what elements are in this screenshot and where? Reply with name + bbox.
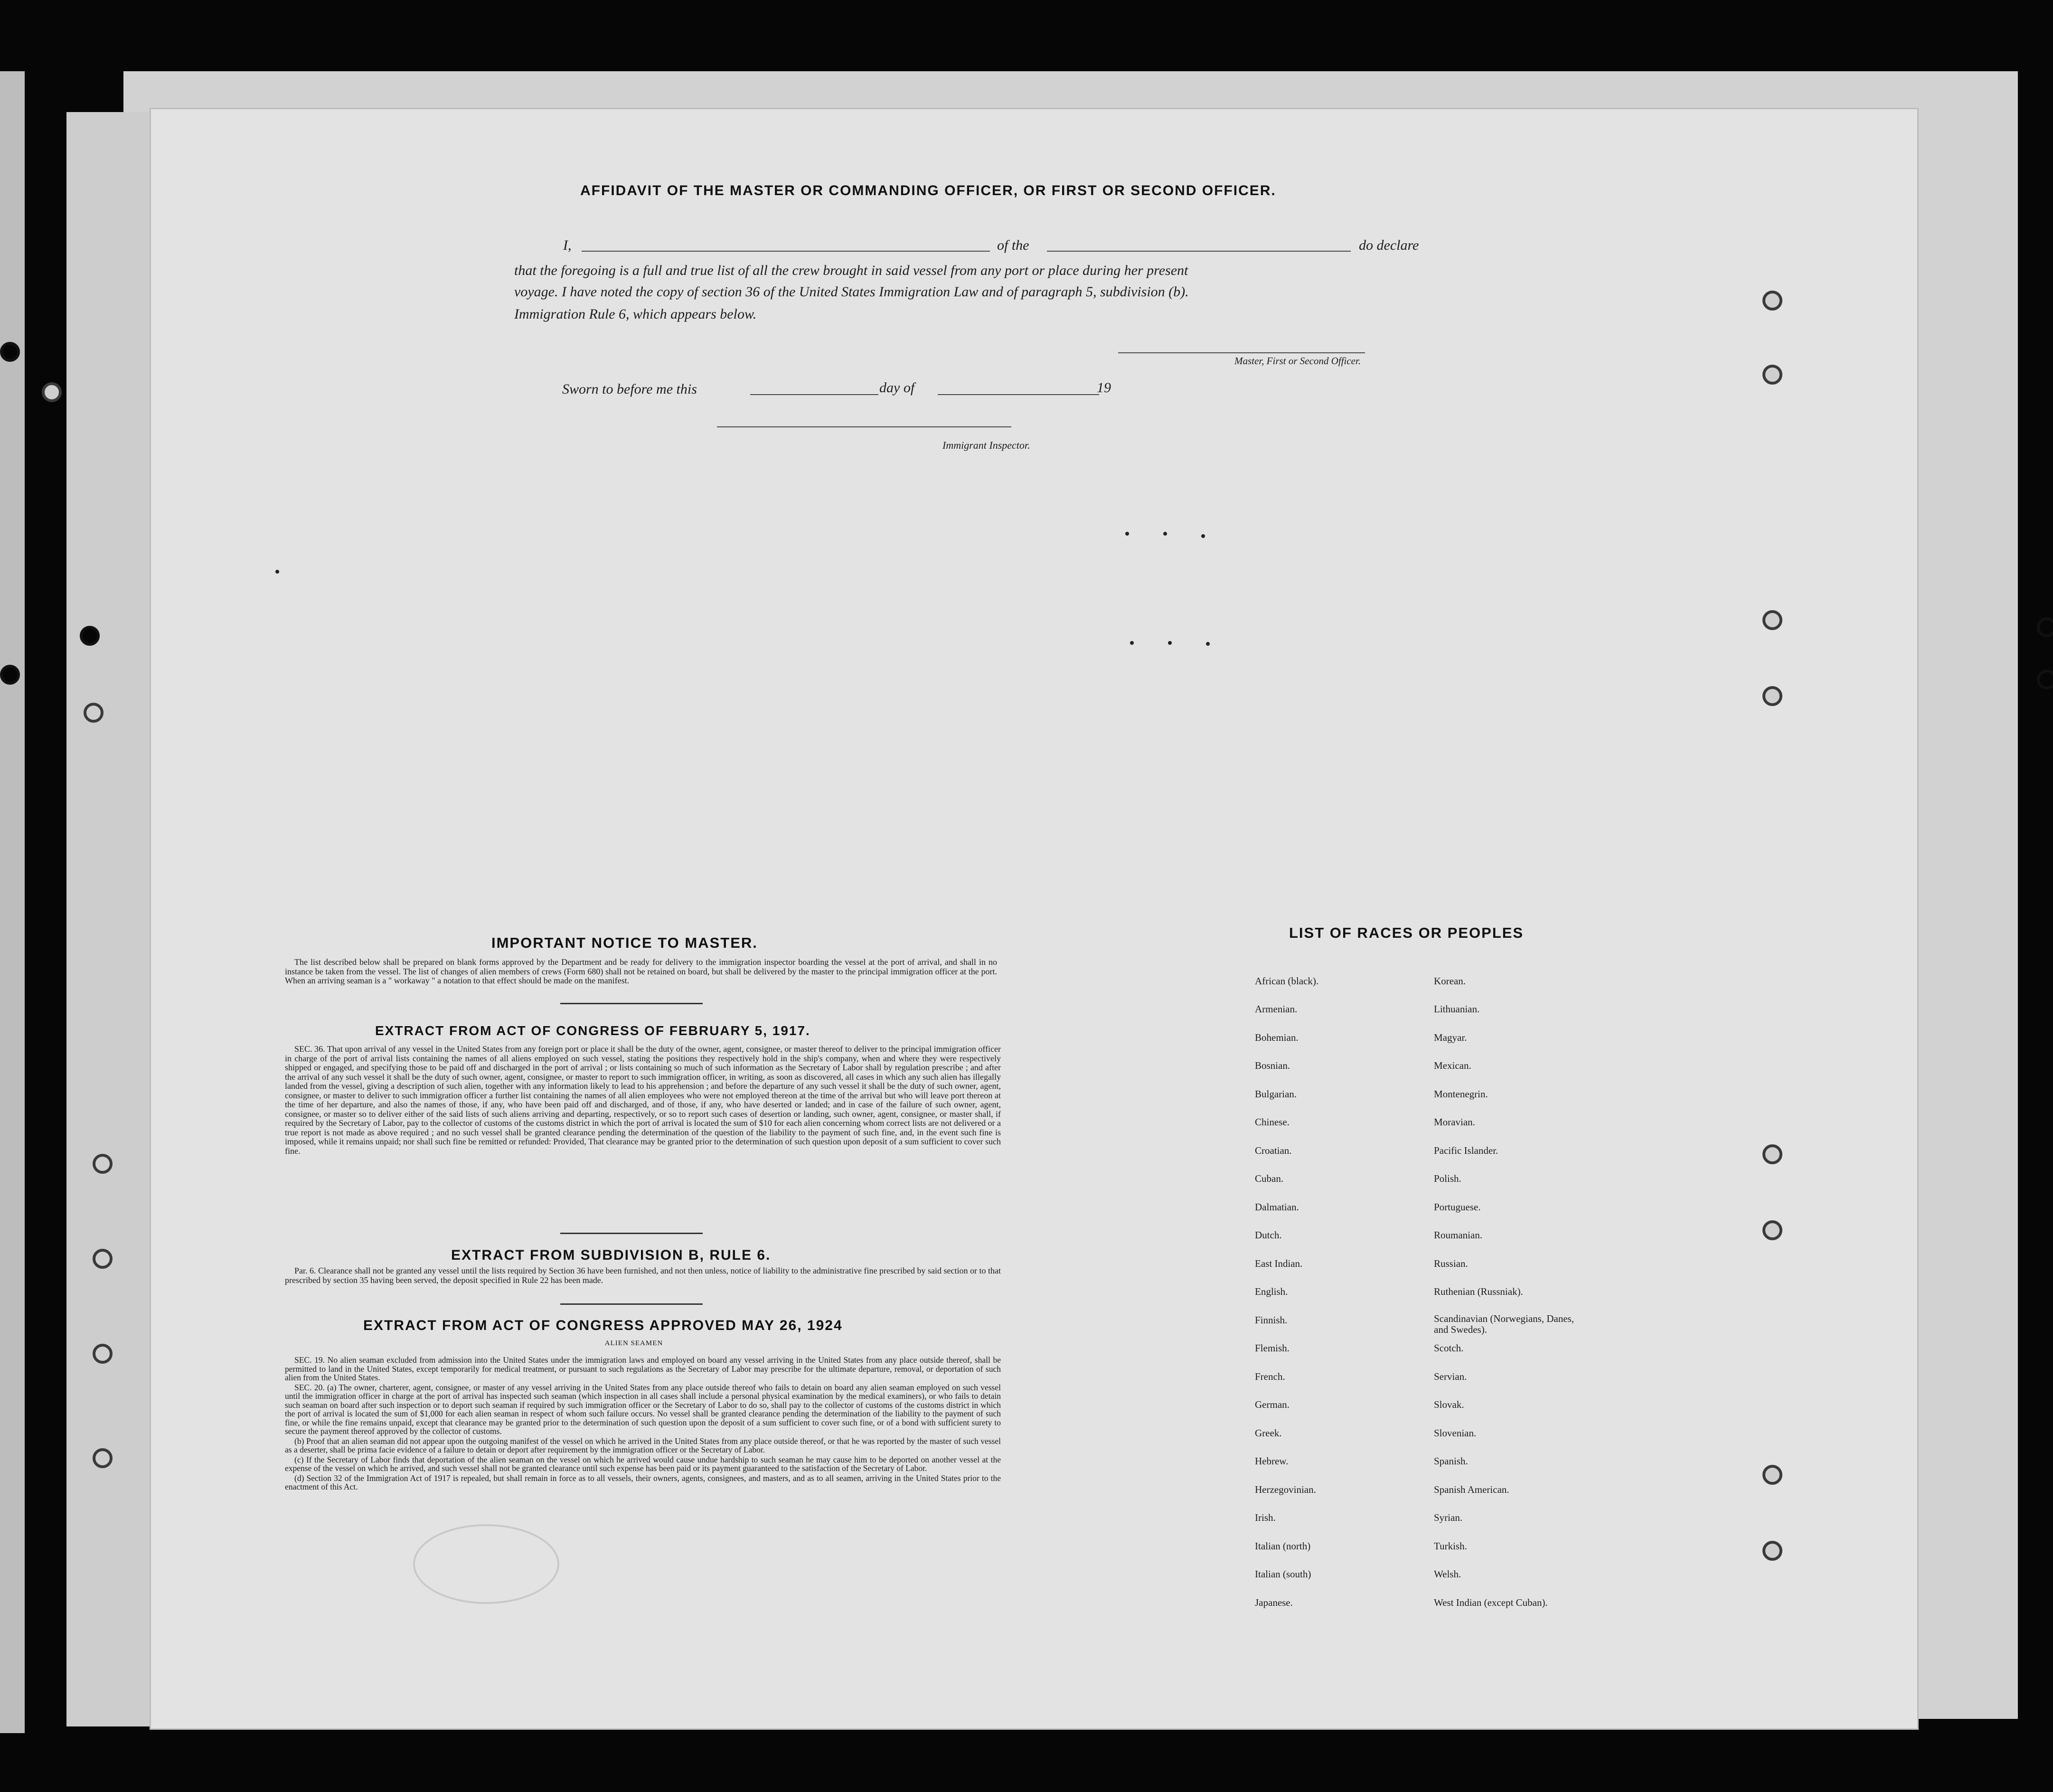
race-right-item: Scandinavian (Norwegians, Danes, and Swedes).	[1434, 1313, 1574, 1335]
binder-hole-icon	[84, 703, 104, 723]
sworn-month-field[interactable]	[938, 394, 1099, 395]
binder-hole-icon	[1762, 1220, 1782, 1240]
race-left-item: Chinese.	[1255, 1116, 1290, 1128]
sec20d-paragraph: (d) Section 32 of the Immigration Act of 1917 is repealed, but shall remain in force as to all vessels, their owners, agents, consignees, and masters, and as to all seamen, arriving in the United States prior to the enactment of this Act.	[285, 1473, 1001, 1491]
race-right-item: Welsh.	[1434, 1568, 1461, 1580]
race-left-item: Bohemian.	[1255, 1032, 1299, 1043]
binder-hole-icon	[2037, 617, 2053, 637]
sec19-paragraph: SEC. 19. No alien seaman excluded from admission into the United States under the immigration laws and employed on board any vessel arriving in the United States from any place outside thereof, shall be permitted to land in the United States, except temporarily for medical treatment, or pursuant to such regulations as the Secretary of Labor may prescribe for the ultimate departure, removal, or deportation of such alien from the United States.	[285, 1355, 1001, 1382]
notice-paragraph: The list described below shall be prepared on blank forms approved by the Department and be ready for delivery to the immigration inspector boarding the vessel at the port of arrival, and shall in no instance be taken from the vessel. The list of changes of alien members of crews (Form 680) shall not be retained on board, but shall be delivered by the master to the principal immigration officer at the port. When an arriving seaman is a " workaway " a notation to that effect should be made on the manifest.	[285, 957, 997, 985]
affidavit-line1-middle: of the	[997, 237, 1029, 253]
underlying-sheet-edge	[66, 112, 157, 1726]
sworn-date-field[interactable]	[750, 394, 878, 395]
race-left-item: English.	[1255, 1286, 1288, 1297]
binder-hole-icon	[1762, 1465, 1782, 1485]
race-left-item: Irish.	[1255, 1512, 1276, 1523]
binder-hole-icon	[1762, 1144, 1782, 1164]
vessel-name-field[interactable]	[1047, 251, 1351, 252]
rule6-heading: EXTRACT FROM SUBDIVISION B, RULE 6.	[451, 1247, 771, 1263]
race-right-item: West Indian (except Cuban).	[1434, 1597, 1548, 1608]
binder-hole-icon	[80, 626, 100, 646]
divider	[560, 1303, 703, 1305]
sec20b-paragraph: (b) Proof that an alien seaman did not appear upon the outgoing manifest of the vessel on which he arrived in the United States from any place outside thereof, or that he was reported by the master of such vessel as a deserter, shall be prima facie evidence of a failure to detain or deport after requirement by the immigration officer or the Secretary of Labor.	[285, 1436, 1001, 1454]
binder-hole-icon	[1762, 1541, 1782, 1561]
alien-seamen-subheading: ALIEN SEAMEN	[604, 1339, 663, 1347]
binder-hole-icon	[1762, 365, 1782, 385]
race-left-item: French.	[1255, 1371, 1285, 1382]
affidavit-line3: voyage. I have noted the copy of section 36 of the United States Immigration Law and of paragraph 5, subdivision (b).	[514, 284, 1189, 300]
race-right-item: Spanish American.	[1434, 1484, 1509, 1495]
extract-1917-paragraph: SEC. 36. That upon arrival of any vessel in the United States from any foreign port or place it shall be the duty of the owner, agent, consignee, or master thereof to deliver to the principal immigration officer in charge of the port of arrival lists containing the names of all aliens employed on such vessel, stating the positions they respectively hold in the ship's company, when and where they were respectively shipped or engaged, and specifying those to be paid off and discharged in the port of arrival ; or lists containing so much of such information as the Secretary of Labor shall by regulation prescribe ; and after the arrival of any such vessel it shall be the duty of such owner, agent, consignee, or master to report to such immigration officer, in writing, as soon as discovered, all cases in which any such alien has illegally landed from the vessel, giving a description of such alien, together with any information likely to lead to his apprehension ; and before the departure of any such vessel it shall be the duty of such owner, agent, consignee, or master to deliver to such immigration officer a further list containing the names of all alien employees who were not employed thereon at the time of the arrival but who will leave port thereon at the time of her departure, and also the names of those, if any, who have been paid off and discharged, and of those, if any, who have deserted or landed; and in case of the failure of such owner, agent, consignee, or master so to deliver either of the said lists of such aliens arriving and departing, respectively, or so to report such cases of desertion or landing, such owner, agent, consignee, or master shall, if required by the Secretary of Labor, pay to the collector of customs of the customs district in which the port of arrival is located the sum of $10 for each alien concerning whom correct lists are not delivered or a true report is not made as above required ; and no such vessel shall be granted clearance pending the determination of the question of the liability to the payment of such fine, and, in the event such fine is imposed, while it remains unpaid; nor shall such fine be remitted or refunded: Provided, That clearance may be granted prior to the determination of such question upon deposit of a sum sufficient to cover such fine.	[285, 1044, 1001, 1156]
extract-1924-heading: EXTRACT FROM ACT OF CONGRESS APPROVED MAY 26, 1924	[363, 1318, 843, 1333]
stray-dot	[1201, 534, 1205, 538]
affidavit-heading: AFFIDAVIT OF THE MASTER OR COMMANDING OFFICER, OR FIRST OR SECOND OFFICER.	[580, 183, 1276, 198]
race-left-item: Flemish.	[1255, 1342, 1290, 1354]
stray-dot	[275, 570, 279, 574]
binder-hole-icon	[1762, 291, 1782, 311]
binder-hole-icon	[0, 665, 20, 685]
race-left-item: Italian (north)	[1255, 1540, 1311, 1552]
extract-1917-text	[285, 1045, 1001, 1157]
race-right-item: Slovak.	[1434, 1399, 1464, 1410]
race-left-item: Dutch.	[1255, 1229, 1282, 1241]
notice-heading: IMPORTANT NOTICE TO MASTER.	[491, 934, 758, 951]
binder-hole-icon	[2037, 670, 2053, 689]
race-right-item: Portuguese.	[1434, 1201, 1481, 1213]
affidavit-line4: Immigration Rule 6, which appears below.	[514, 306, 757, 322]
sec20a-paragraph: SEC. 20. (a) The owner, charterer, agent, consignee, or master of any vessel arriving in the United States from any place outside thereof who fails to detain on board any alien seaman employed on such vessel until the immigration officer in charge at the port of arrival has inspected such seaman (which inspection in all cases shall include a personal physical examination by the medical examiners), or who fails to detain such seaman on board after such inspection or to deport such seaman if required by such immigration officer or the Secretary of Labor to do so, shall pay to the collector of customs of the customs district in which the port of arrival is located the sum of $1,000 for each alien seaman in respect of whom such failure occurs. No vessel shall be granted clearance pending the determination of the liability to the payment of such fine, or while the fine remains unpaid, except that clearance may be granted prior to the determination of such question upon the deposit of a sum sufficient to cover such fine, or of a bond with sufficient surety to secure the payment thereof approved by the collector of customs.	[285, 1382, 1001, 1436]
binder-hole-icon	[0, 342, 20, 362]
officer-signature-field[interactable]	[1118, 352, 1365, 353]
race-right-item: Mexican.	[1434, 1060, 1471, 1071]
stray-dot	[1125, 532, 1129, 536]
race-right-item: Servian.	[1434, 1371, 1467, 1382]
binder-hole-icon	[93, 1154, 113, 1174]
race-left-item: Finnish.	[1255, 1314, 1288, 1326]
affidavit-line1-prefix: I,	[563, 237, 572, 253]
sworn-prefix: Sworn to before me this	[562, 381, 697, 397]
binder-hole-icon	[1762, 610, 1782, 630]
race-left-item: Herzegovinian.	[1255, 1484, 1316, 1495]
stray-dot	[1163, 532, 1167, 536]
race-left-item: East Indian.	[1255, 1258, 1303, 1269]
divider	[560, 1003, 703, 1004]
race-left-item: Armenian.	[1255, 1003, 1298, 1015]
stray-dot	[1130, 641, 1134, 645]
race-right-item: Pacific Islander.	[1434, 1145, 1498, 1156]
race-left-item: Greek.	[1255, 1427, 1282, 1439]
race-left-item: Bulgarian.	[1255, 1088, 1297, 1100]
race-left-item: Italian (south)	[1255, 1568, 1311, 1580]
binder-hole-icon	[42, 382, 62, 402]
races-heading: LIST OF RACES OR PEOPLES	[1289, 924, 1524, 941]
race-right-item: Slovenian.	[1434, 1427, 1477, 1439]
affidavit-line2: that the foregoing is a full and true list of all the crew brought in said vessel from any port or place during her present	[514, 263, 1188, 278]
sworn-day-label: day of	[879, 380, 915, 396]
extract-1917-heading: EXTRACT FROM ACT OF CONGRESS OF FEBRUARY 5, 1917.	[375, 1023, 810, 1038]
inspector-signature-field[interactable]	[717, 426, 1011, 427]
race-left-item: Japanese.	[1255, 1597, 1293, 1608]
binder-hole-icon	[93, 1249, 113, 1269]
race-right-item: Korean.	[1434, 975, 1466, 987]
sec20c-paragraph: (c) If the Secretary of Labor finds that deportation of the alien seaman on the vessel on which he arrived would cause undue hardship to such seaman he may cause him to be deported on another vessel at the expense of the vessel on which he arrived, and such vessel shall not be granted clearance until such expense has been paid or its payment guaranteed to the satisfaction of the Secretary of Labor.	[285, 1454, 1001, 1473]
race-left-item: Cuban.	[1255, 1173, 1284, 1184]
binder-hole-icon	[93, 1448, 113, 1468]
inspector-label: Immigrant Inspector.	[942, 439, 1030, 451]
race-right-item: Ruthenian (Russniak).	[1434, 1286, 1523, 1297]
race-right-item: Scotch.	[1434, 1342, 1464, 1354]
affidavit-line1-suffix: do declare	[1359, 237, 1419, 253]
race-right-item: Montenegrin.	[1434, 1088, 1488, 1100]
binder-hole-icon	[93, 1344, 113, 1364]
race-right-item: Magyar.	[1434, 1032, 1467, 1043]
race-left-item: Dalmatian.	[1255, 1201, 1299, 1213]
race-right-item: Lithuanian.	[1434, 1003, 1480, 1015]
race-right-item: Russian.	[1434, 1258, 1468, 1269]
divider	[560, 1233, 703, 1234]
race-right-item: Turkish.	[1434, 1540, 1467, 1552]
declarant-name-field[interactable]	[582, 251, 990, 252]
race-right-item: Spanish.	[1434, 1455, 1468, 1467]
sworn-year-label: 19	[1097, 380, 1111, 396]
extract-1924-text	[285, 1356, 1001, 1492]
stray-dot	[1206, 642, 1210, 646]
race-right-item: Polish.	[1434, 1173, 1461, 1184]
officer-signature-label: Master, First or Second Officer.	[1234, 355, 1361, 367]
rule6-text	[285, 1266, 1001, 1286]
race-left-item: German.	[1255, 1399, 1290, 1410]
race-left-item: Bosnian.	[1255, 1060, 1290, 1071]
race-left-item: Croatian.	[1255, 1145, 1292, 1156]
faint-stamp	[413, 1524, 559, 1604]
notice-text	[285, 958, 997, 987]
race-right-item: Syrian.	[1434, 1512, 1463, 1523]
stray-dot	[1168, 641, 1172, 645]
rule6-paragraph: Par. 6. Clearance shall not be granted any vessel until the lists required by Section 36 have been furnished, and not then unless, notice of liability to the administrative fine prescribed by said section or to that prescribed by section 35 having been served, the deposit specified in Rule 22 has been made.	[285, 1266, 1001, 1285]
race-left-item: Hebrew.	[1255, 1455, 1289, 1467]
race-right-item: Moravian.	[1434, 1116, 1475, 1128]
left-microfilm-edge	[0, 71, 25, 1733]
race-left-item: African (black).	[1255, 975, 1319, 987]
race-right-item: Roumanian.	[1434, 1229, 1483, 1241]
binder-hole-icon	[1762, 686, 1782, 706]
